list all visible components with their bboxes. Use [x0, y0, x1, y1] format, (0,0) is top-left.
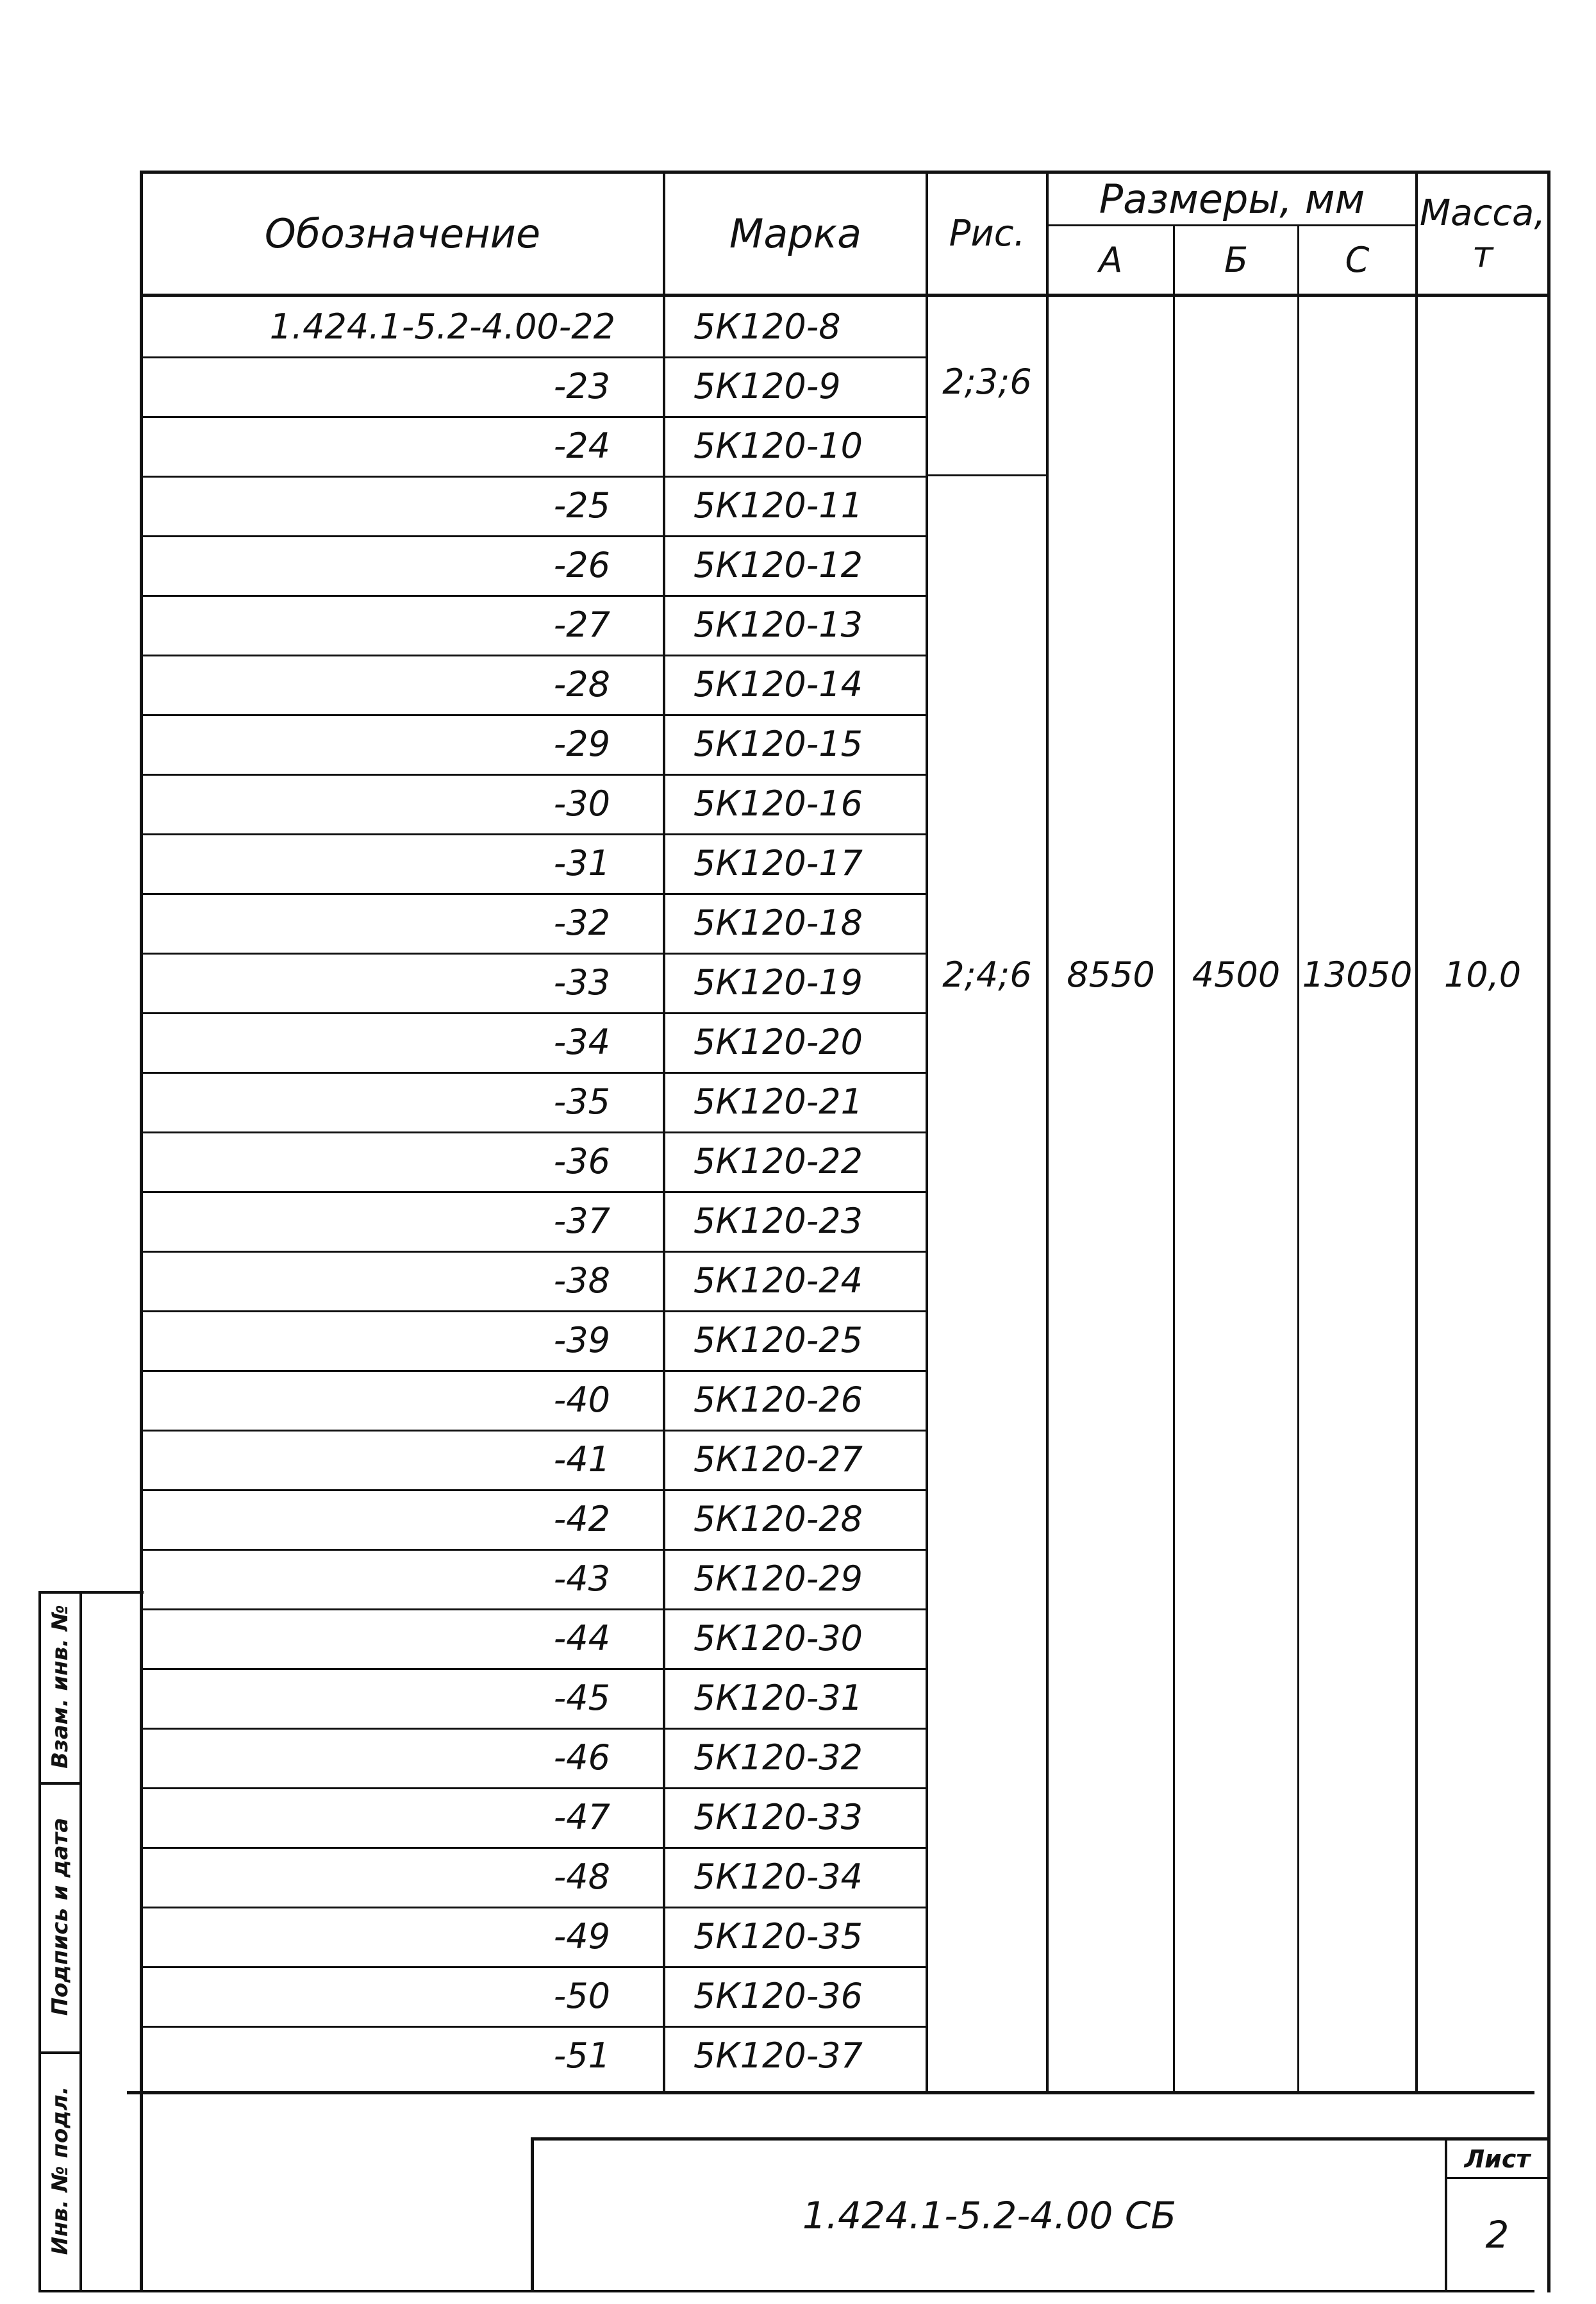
value-mass: 10,0: [1443, 954, 1522, 995]
row-designation: -39: [553, 1320, 610, 1360]
row-mark: 5К120-18: [694, 903, 863, 943]
row-designation: -36: [553, 1141, 610, 1181]
row-mark: 5К120-29: [694, 1558, 863, 1599]
row-mark: 5К120-12: [694, 545, 863, 585]
row-designation: -51: [553, 2035, 610, 2076]
row-designation: -48: [553, 1857, 610, 1897]
sheet-number: 2: [1485, 2212, 1509, 2257]
row-designation: -27: [553, 605, 610, 645]
figure-group-2: 2;4;6: [942, 954, 1032, 995]
header-designation: Обозначение: [264, 210, 541, 257]
header-dim-b: Б: [1224, 240, 1249, 280]
row-designation: -45: [553, 1678, 610, 1718]
row-mark: 5К120-23: [694, 1201, 863, 1241]
row-mark: 5К120-14: [694, 664, 863, 705]
row-mark: 5К120-32: [694, 1737, 863, 1778]
row-designation: -28: [553, 664, 610, 705]
side-inv-orig: Инв. № подл.: [47, 2086, 73, 2255]
row-mark: 5К120-25: [694, 1320, 863, 1360]
row-mark: 5К120-35: [694, 1916, 863, 1957]
header-mark: Марка: [729, 210, 862, 257]
row-mark: 5К120-26: [694, 1380, 863, 1420]
row-mark: 5К120-8: [694, 306, 841, 347]
side-inv-replace: Взам. инв. №: [47, 1605, 73, 1769]
value-b: 4500: [1192, 954, 1281, 995]
value-c: 13050: [1302, 954, 1413, 995]
header-dimensions: Размеры, мм: [1099, 176, 1365, 222]
row-mark: 5К120-37: [694, 2035, 863, 2076]
value-a: 8550: [1067, 954, 1155, 995]
row-designation: -41: [553, 1439, 610, 1480]
row-mark: 5К120-28: [694, 1499, 863, 1539]
row-mark: 5К120-16: [694, 783, 863, 824]
row-designation: 1.424.1-5.2-4.00-22: [269, 306, 615, 347]
row-mark: 5К120-22: [694, 1141, 863, 1181]
header-dim-a: А: [1099, 240, 1123, 280]
row-mark: 5К120-20: [694, 1022, 863, 1062]
row-designation: -31: [553, 843, 610, 883]
row-designation: -29: [553, 724, 610, 764]
row-mark: 5К120-15: [694, 724, 863, 764]
row-mark: 5К120-11: [694, 485, 863, 526]
row-mark: 5К120-24: [694, 1260, 863, 1301]
row-mark: 5К120-36: [694, 1976, 863, 2016]
row-mark: 5К120-10: [694, 426, 863, 466]
row-mark: 5К120-21: [694, 1081, 863, 1122]
row-designation: -40: [553, 1380, 610, 1420]
header-dim-c: С: [1345, 240, 1370, 280]
row-mark: 5К120-13: [694, 605, 863, 645]
row-mark: 5К120-17: [694, 843, 863, 883]
row-mark: 5К120-33: [694, 1797, 863, 1837]
header-mass: [1418, 174, 1547, 294]
row-designation: -44: [553, 1618, 610, 1658]
row-mark: 5К120-9: [694, 366, 841, 406]
row-designation: -24: [553, 426, 610, 466]
side-sign-date: Подпись и дата: [47, 1817, 73, 2016]
row-designation: -49: [553, 1916, 610, 1957]
row-mark: 5К120-19: [694, 962, 863, 1003]
document-code: 1.424.1-5.2-4.00 СБ: [802, 2193, 1177, 2237]
row-mark: 5К120-30: [694, 1618, 863, 1658]
row-designation: -50: [553, 1976, 610, 2016]
header-mass-label: Масса,: [1419, 192, 1546, 234]
header-figure: Рис.: [949, 213, 1026, 255]
row-mark: 5К120-34: [694, 1857, 863, 1897]
figure-group-1: 2;3;6: [942, 361, 1032, 402]
row-designation: -34: [553, 1022, 610, 1062]
row-designation: -46: [553, 1737, 610, 1778]
row-mark: 5К120-27: [694, 1439, 863, 1480]
row-designation: -43: [553, 1558, 610, 1599]
row-designation: -26: [553, 545, 610, 585]
row-designation: -32: [553, 903, 610, 943]
sheet-label: Лист: [1464, 2144, 1531, 2173]
row-designation: -33: [553, 962, 610, 1003]
row-designation: -38: [553, 1260, 610, 1301]
row-mark: 5К120-31: [694, 1678, 863, 1718]
header-mass-unit: т: [1472, 233, 1493, 276]
row-designation: -47: [553, 1797, 610, 1837]
row-designation: -42: [553, 1499, 610, 1539]
row-designation: -30: [553, 783, 610, 824]
row-designation: -23: [553, 366, 610, 406]
row-designation: -35: [553, 1081, 610, 1122]
row-designation: -25: [553, 485, 610, 526]
row-designation: -37: [553, 1201, 610, 1241]
